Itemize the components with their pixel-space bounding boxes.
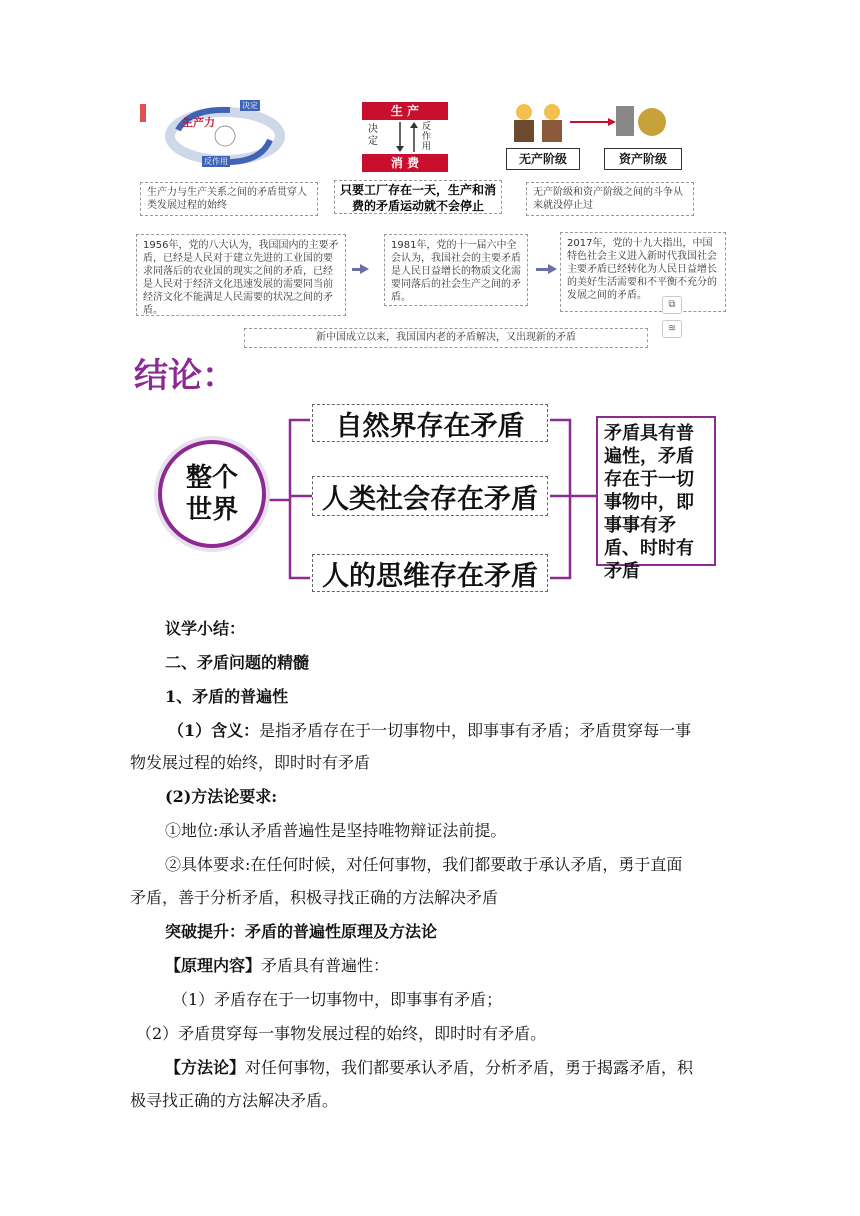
figure-classes	[502, 100, 682, 170]
history-1981: 1981年，党的十一届六中全会认为，我国社会的主要矛盾是人民日益增长的物质文化需要同落后的社会生产之间的矛盾。	[384, 234, 528, 306]
status-line: ①地位:承认矛盾普遍性是坚持唯物辩证法前提。	[165, 821, 507, 840]
label-decide: 决定	[242, 101, 258, 110]
classes-illustration	[502, 100, 682, 148]
bourgeoisie-label: 资产阶级	[604, 148, 682, 170]
subsection-heading: 1、矛盾的普遍性	[165, 687, 289, 706]
meaning-line	[168, 721, 691, 741]
label-productivity: 生产力	[182, 116, 215, 129]
caption-fig1: 生产力与生产关系之间的矛盾贯穿人类发展过程的始终	[140, 182, 318, 216]
label-react: 反作用	[204, 157, 228, 166]
history-summary: 新中国成立以来，我国国内老的矛盾解决，又出现新的矛盾	[244, 328, 648, 348]
section-heading: 二、矛盾问题的精髓	[165, 653, 310, 672]
layers-icon[interactable]: ≋	[662, 320, 682, 338]
arrow-line	[536, 268, 548, 271]
caption-fig3: 无产阶级和资产阶级之间的斗争从来就没停止过	[526, 182, 694, 216]
principle-text: 矛盾具有普遍性：	[261, 956, 390, 975]
branch-thinking: 人的思维存在矛盾	[312, 554, 548, 592]
conclusion-heading: 结论：	[134, 356, 236, 396]
method2-text: 对任何事物，我们都要承认矛盾，分析矛盾，勇于揭露矛盾，积	[245, 1058, 694, 1077]
consumption-box: 消 费	[362, 154, 448, 172]
method2-label: 【方法论】	[165, 1058, 246, 1077]
principle-line	[165, 956, 389, 976]
arrow-line	[352, 268, 362, 271]
method2-line	[165, 1058, 693, 1078]
left-label: 决定	[368, 124, 378, 147]
summary-label: 议学小结：	[165, 619, 246, 638]
history-2017: 2017年，党的十九大指出，中国特色社会主义进入新时代我国社会主要矛盾已经转化为人民日益增长的美好生活需要和不平衡不充分的发展之间的矛盾。	[560, 232, 726, 312]
history-1956: 1956年，党的八大认为，我国国内的主要矛盾，已经是人民对于建立先进的工业国的要求同落后的农业国的现实之间的矛盾，已经是人民对于经济文化迅速发展的需要同当前经济文化不能满足人民需要的状况之间的矛盾。	[136, 234, 346, 316]
meaning-text-2: 物发展过程的始终，即时时有矛盾	[130, 753, 371, 772]
requirement-line-1: ②具体要求:在任何时候，对任何事物，我们都要敢于承认矛盾，勇于直面	[165, 855, 683, 874]
branch-nature: 自然界存在矛盾	[312, 404, 548, 442]
principle-item-2: （2）矛盾贯穿每一事物发展过程的始终，即时时有矛盾。	[136, 1024, 547, 1043]
arrow-icon	[548, 264, 557, 274]
breakthrough-heading: 突破提升：矛盾的普遍性原理及方法论	[165, 922, 438, 941]
arrows-icon	[392, 120, 422, 154]
requirement-line-2: 矛盾，善于分析矛盾，积极寻找正确的方法解决矛盾	[130, 888, 499, 907]
copy-icon[interactable]: ⧉	[662, 296, 682, 314]
principle-item-1: （1）矛盾存在于一切事物中，即事事有矛盾；	[172, 990, 503, 1009]
figure-production-consumption	[362, 102, 448, 172]
figure-production-cycle	[140, 100, 300, 172]
meaning-text: 是指矛盾存在于一切事物中，即事事有矛盾；矛盾贯穿每一事	[259, 721, 692, 740]
principle-label: 【原理内容】	[165, 956, 262, 975]
caption-fig2: 只要工厂存在一天，生产和消费的矛盾运动就不会停止	[334, 180, 502, 214]
center-circle	[158, 440, 266, 548]
right-label: 反作用	[422, 122, 432, 152]
production-box: 生 产	[362, 102, 448, 120]
conclusion-result: 矛盾具有普遍性，矛盾存在于一切事物中，即事事有矛盾、时时有矛盾	[596, 416, 716, 566]
method-label: (2)方法论要求:	[165, 787, 278, 806]
meaning-label: （1）含义：	[168, 721, 260, 740]
method2-line-2: 极寻找正确的方法解决矛盾。	[130, 1091, 339, 1110]
proletariat-label: 无产阶级	[506, 148, 580, 170]
center-label: 整个世界	[185, 463, 238, 525]
branch-society: 人类社会存在矛盾	[312, 476, 548, 516]
